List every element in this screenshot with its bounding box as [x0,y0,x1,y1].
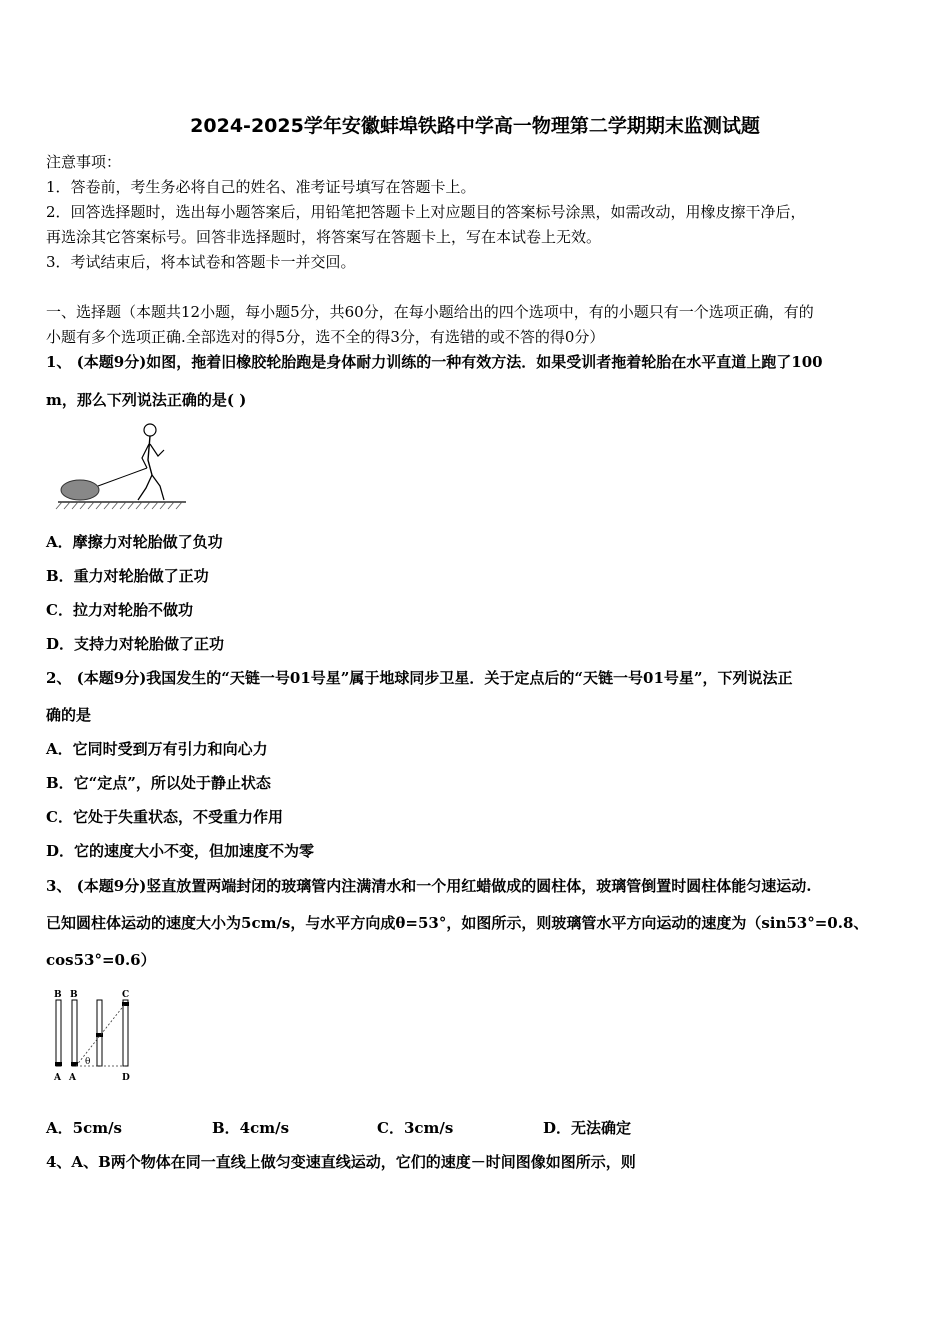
q1-option-d: D．支持力对轮胎做了正功 [46,635,225,653]
notice-item: 3．考试结束后，将本试卷和答题卡一并交回。 [46,253,356,271]
figure-label: A [69,1073,76,1083]
q3-stem-line1: 3、 (本题9分)竖直放置两端封闭的玻璃管内注满清水和一个用红蜡做成的圆柱体，玻璃管倒置时圆柱体能匀速运动. [46,877,812,895]
tire-drag-figure [52,420,192,512]
q2-option-b: B．它“定点”，所以处于静止状态 [46,774,271,792]
section-heading-line1: 一、选择题（本题共12小题，每小题5分，共60分，在每小题给出的四个选项中，有的小题只有一个选项正确，有的 [46,303,814,321]
page-title: 2024-2025学年安徽蚌埠铁路中学高一物理第二学期期末监测试题 [190,115,760,137]
notice-item: 2．回答选择题时，选出每小题答案后，用铅笔把答题卡上对应题目的答案标号涂黑，如需改动，用橡皮擦干净后， [46,203,806,221]
q1-option-b: B．重力对轮胎做了正功 [46,567,209,585]
theta-label: θ [85,1057,91,1067]
q3-option-a: A．5cm/s [46,1119,123,1137]
figure-label: B [70,990,78,1000]
q1-stem-line1: 1、 (本题9分)如图，拖着旧橡胶轮胎跑是身体耐力训练的一种有效方法．如果受训者拖着轮胎在水平直道上跑了100 [46,353,823,371]
q3-stem-line2: 已知圆柱体运动的速度大小为5cm/s，与水平方向成θ=53°，如图所示，则玻璃管水平方向运动的速度为（sin53°=0.8、 [46,914,869,932]
q3-option-d: D．无法确定 [543,1119,632,1137]
q1-option-a: A．摩擦力对轮胎做了负功 [46,533,223,551]
notice-item: 再选涂其它答案标号。回答非选择题时，将答案写在答题卡上，写在本试卷上无效。 [46,228,602,246]
q2-stem-line1: 2、 (本题9分)我国发生的“天链一号01号星”属于地球同步卫星．关于定点后的“天链一号01号星”，下列说法正 [46,669,793,687]
glass-tube-figure [48,986,140,1086]
q2-option-d: D．它的速度大小不变，但加速度不为零 [46,842,315,860]
figure-label: D [122,1073,130,1083]
notice-item: 1．答卷前，考生务必将自己的姓名、准考证号填写在答题卡上。 [46,178,476,196]
q2-stem-line2: 确的是 [46,706,92,724]
q3-stem-line3: cos53°=0.6） [46,951,156,969]
section-heading-line2: 小题有多个选项正确.全部选对的得5分，选不全的得3分，有选错的或不答的得0分） [46,328,605,346]
q4-stem-line1: 4、A、B两个物体在同一直线上做匀变速直线运动，它们的速度－时间图像如图所示，则 [46,1153,636,1171]
q3-option-c: C．3cm/s [377,1119,454,1137]
q1-option-c: C．拉力对轮胎不做功 [46,601,193,619]
figure-label: C [122,990,130,1000]
q1-stem-line2: m，那么下列说法正确的是( ) [46,391,247,409]
q3-option-b: B．4cm/s [212,1119,290,1137]
q2-option-a: A．它同时受到万有引力和向心力 [46,740,268,758]
figure-label: B [54,990,62,1000]
q2-option-c: C．它处于失重状态，不受重力作用 [46,808,283,826]
notice-heading: 注意事项： [46,153,122,171]
figure-label: A [54,1073,61,1083]
